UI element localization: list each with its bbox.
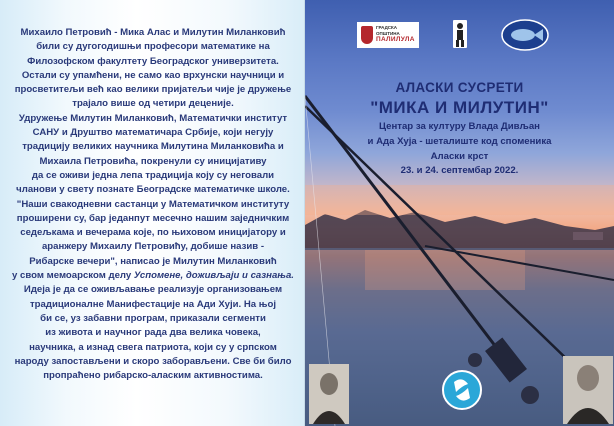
palilula-small-text: ГРАДСКА ОПШТИНА (376, 25, 400, 36)
story-text (8, 26, 298, 383)
text-line: Рибарске вечери", написао је Милутин Миланковић (29, 255, 277, 267)
water-reflection (365, 250, 525, 290)
text-line: традицију великих научника Милутина Миланковића и (22, 141, 284, 153)
text-line: просветитељи већ као велики пријатељи чије је дружење (14, 84, 292, 96)
text-line: "Наши свакодневни састанци у Математичком институту (16, 198, 290, 210)
text-line: чланови у свету познате Београдске математичке школе. (16, 184, 290, 196)
memoir-title: Успомене, доживљаји и сазнања. (133, 270, 294, 282)
event-date: 23. и 24. септембар 2022. (400, 165, 519, 176)
portrait-petrovic (309, 364, 349, 424)
text-line: Остали су упамћени, не само као врхунски научници и (21, 69, 285, 81)
text-line: традиционалне Манифестације на Ади Хуји. На њој (29, 298, 277, 310)
tree-line (305, 210, 614, 250)
palilula-label (376, 25, 418, 43)
text-line: Филозофском факултету Београдског универзитета. (27, 55, 279, 67)
text-line: народу запостављени и скоро заборављени. Све би било (14, 355, 292, 367)
palilula-big-text: ПАЛИЛУЛА (376, 36, 415, 43)
fish-logo (501, 19, 549, 51)
venue-line: Центар за културу Влада Дивљан (379, 121, 540, 132)
boat (573, 232, 603, 240)
text-line: Идеја је да се оживљавање реализује организовањем (23, 284, 283, 296)
event-title-block (305, 80, 614, 177)
reel (521, 386, 539, 404)
venue-line: и Ада Хуја - шеталиште код споменика (367, 136, 552, 147)
text-panel (0, 0, 305, 426)
poster-panel (305, 0, 614, 426)
reel (468, 353, 482, 367)
text-line: пропраћено рибарско-аласким активностима. (43, 370, 263, 382)
palilula-logo (357, 22, 419, 48)
text-line: да се оживи једна лепа традиција коју су неговали (31, 169, 275, 181)
crest-icon (361, 26, 373, 44)
text-line: из живота и научног рада два велика човека, (45, 327, 261, 339)
logo-row (305, 18, 614, 52)
portrait-milankovic (563, 356, 613, 424)
text-line: аранжеру Михаилу Петровићу, добише назив - (41, 241, 265, 253)
text-line: седељкама и вечерама које, по њиховом иницијатору и (20, 227, 286, 239)
text-line: Михаило Петровић - Мика Алас и Милутин Миланковић (20, 27, 286, 38)
text-line: научника, а изнад свега патриота, који су у српском (29, 341, 277, 353)
sunset-glow (305, 185, 614, 215)
text-line-memoir (8, 269, 298, 283)
text-line: проширени су, бар једанпут месечно нашим заједничким (16, 212, 290, 224)
text-line: били су дугогодишњи професори математике на (36, 41, 270, 53)
text-line: трајало више од четири деценије. (72, 98, 234, 110)
figure-icon (453, 20, 467, 48)
text-fragment: у свом мемоарском делу (12, 270, 134, 282)
text-line: Удружење Милутин Миланковић, Математички институт (18, 112, 288, 124)
fish-emblem-icon (442, 370, 482, 410)
text-line: САНУ и Друштво математичара Србије, који негују (32, 127, 274, 139)
fish-icon (501, 19, 549, 51)
event-subtitle: "МИКА И МИЛУТИН" (370, 98, 549, 117)
text-line: би се, уз забавни програм, приказали сегменти (40, 312, 266, 324)
venue-line: Аласки крст (430, 151, 489, 162)
event-title: АЛАСКИ СУСРЕТИ (395, 80, 524, 95)
portrait-image (563, 356, 613, 424)
figure-logo (453, 20, 467, 48)
portrait-image (309, 364, 349, 424)
text-line: Михаила Петровића, покренули су иницијативу (39, 155, 267, 167)
